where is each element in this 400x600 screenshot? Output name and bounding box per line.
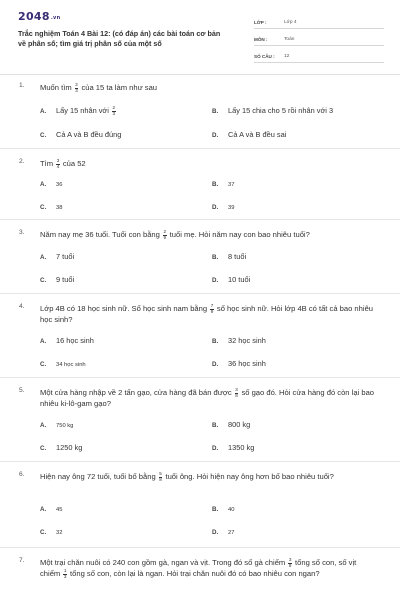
option-text — [228, 420, 250, 429]
option-key: A. — [40, 254, 47, 261]
fraction-numerator: 1 — [63, 568, 67, 573]
option-key: D. — [212, 204, 219, 211]
text-run: 9 tuổi — [56, 275, 75, 284]
text-run: Một trại chăn nuôi có 240 con gồm gà, ngan và vịt. Trong đó số gà chiếm — [40, 558, 288, 567]
text-run: của 52 — [60, 159, 86, 168]
question-divider — [0, 461, 400, 462]
option-key: C. — [40, 204, 47, 211]
answer-option-c[interactable] — [40, 527, 62, 536]
option-key: D. — [212, 277, 219, 284]
fraction-denominator: 8 — [288, 562, 292, 568]
header-divider — [0, 74, 400, 75]
text-run: tổng số con, số vịt chiếm — [40, 558, 357, 579]
fraction — [56, 159, 60, 169]
text-run: 36 — [56, 182, 63, 188]
document-header — [0, 0, 400, 66]
option-text — [56, 530, 62, 536]
text-run: 40 — [228, 507, 235, 513]
text-run: Cả A và B đều đúng — [56, 130, 122, 139]
fraction-numerator: 3 — [288, 556, 292, 562]
text-run: 1250 kg — [56, 443, 83, 452]
answer-option-c[interactable] — [40, 359, 86, 368]
answer-option-c[interactable] — [40, 275, 74, 284]
answer-option-d[interactable] — [212, 130, 286, 139]
text-run: tổng số con, còn lại là ngan. Hỏi trại chăn nuôi đó có bao nhiêu con ngan? — [67, 569, 320, 579]
fraction-denominator: 9 — [163, 234, 167, 240]
fraction — [75, 83, 79, 93]
text-run: Lấy 15 nhân với — [56, 106, 111, 116]
option-text — [56, 507, 62, 513]
option-key: A. — [40, 506, 47, 513]
answer-option-b[interactable] — [212, 106, 333, 115]
meta-label: MÔN : — [254, 37, 268, 42]
option-text — [228, 130, 286, 139]
question-number: 4. — [19, 303, 25, 310]
question-divider — [0, 293, 400, 294]
text-run: 39 — [228, 205, 235, 211]
answer-option-a[interactable] — [40, 504, 62, 513]
answer-option-d[interactable] — [212, 443, 254, 452]
option-text — [228, 359, 266, 368]
option-text — [228, 182, 234, 188]
question-text — [40, 82, 376, 93]
answer-option-b[interactable] — [212, 252, 246, 261]
question-text — [40, 303, 376, 325]
text-run: 750 kg — [56, 423, 74, 429]
meta-label: SỐ CÂU : — [254, 54, 275, 59]
text-run: Lớp 4B có 18 học sinh nữ. Số học sinh nam bằng — [40, 304, 210, 313]
fraction — [235, 388, 239, 398]
option-key: C. — [40, 445, 47, 452]
question-text — [40, 557, 376, 579]
text-run: Cả A và B đều sai — [228, 130, 287, 139]
option-text — [56, 362, 86, 368]
text-run: 27 — [228, 530, 235, 536]
option-key: B. — [212, 181, 219, 188]
option-key: C. — [40, 361, 47, 368]
text-run: Năm nay mẹ 36 tuổi. Tuổi con bằng — [40, 230, 162, 239]
fraction-numerator: 3 — [56, 157, 60, 163]
option-text — [56, 182, 62, 188]
fraction-denominator: 8 — [235, 392, 238, 398]
fraction — [159, 472, 163, 482]
answer-option-d[interactable] — [212, 527, 234, 536]
option-text — [228, 106, 333, 115]
text-run: Hiện nay ông 72 tuổi, tuổi bố bằng — [40, 472, 158, 481]
text-run: 16 học sinh — [56, 336, 94, 345]
meta-label: LỚP : — [254, 20, 267, 25]
fraction — [210, 304, 214, 314]
meta-value: Lớp 4 — [284, 20, 297, 25]
option-text — [56, 275, 74, 284]
fraction — [63, 569, 67, 579]
question-divider — [0, 148, 400, 149]
question-text — [40, 229, 376, 240]
fraction — [288, 558, 292, 568]
answer-option-b[interactable] — [212, 420, 250, 429]
answer-option-d[interactable] — [212, 202, 234, 211]
meta-row-subject — [254, 29, 384, 46]
document-title: Trắc nghiệm Toán 4 Bài 12: (có đáp án) các bài toán cơ bản về phân số; tìm giá trị phân số của một số — [18, 29, 221, 48]
text-run: Tìm — [40, 159, 56, 168]
text-run: 7 tuổi — [56, 252, 75, 261]
option-key: A. — [40, 108, 47, 116]
option-text — [228, 205, 234, 211]
fraction-denominator: 4 — [56, 163, 60, 169]
option-key: B. — [212, 254, 219, 261]
fraction-denominator: 3 — [112, 110, 116, 116]
option-text — [228, 443, 254, 452]
text-run: số gạo đó. Hỏi cửa hàng đó còn lại bao nhiêu ki-lô-gam gạo? — [40, 388, 375, 409]
fraction-numerator: 7 — [210, 302, 214, 308]
text-run: 34 học sinh — [56, 362, 86, 368]
option-key: C. — [40, 529, 47, 536]
answer-option-b[interactable] — [212, 179, 234, 188]
option-text — [228, 507, 234, 513]
text-run: số học sinh nữ. Hỏi lớp 4B có tất cả bao nhiêu học sinh? — [40, 304, 374, 325]
option-key: B. — [212, 338, 219, 345]
text-run: 37 — [228, 182, 235, 188]
fraction — [112, 106, 116, 116]
question-text — [40, 471, 376, 482]
answer-option-a[interactable] — [40, 106, 117, 116]
text-run: Lấy 15 chia cho 5 rồi nhân với 3 — [228, 106, 334, 115]
option-key: D. — [212, 529, 219, 536]
text-run: 8 tuổi — [228, 252, 247, 261]
option-key: C. — [40, 277, 47, 284]
option-text — [56, 106, 117, 115]
text-run: 38 — [56, 205, 63, 211]
text-run: 1350 kg — [228, 443, 255, 452]
fraction — [163, 230, 167, 240]
option-text — [56, 423, 73, 429]
option-key: C. — [40, 132, 47, 139]
meta-row-class — [254, 12, 384, 29]
option-text — [56, 130, 121, 139]
option-key: B. — [212, 422, 219, 429]
fraction-numerator: 5 — [159, 470, 162, 476]
option-key: B. — [212, 108, 219, 115]
meta-row-count — [254, 46, 384, 63]
text-run: tuổi ông. Hỏi hiện nay ông hơn bố bao nhiêu tuổi? — [163, 472, 334, 481]
document-meta — [254, 12, 384, 63]
answer-option-c[interactable] — [40, 443, 82, 452]
option-key: A. — [40, 422, 47, 429]
text-run: 45 — [56, 507, 63, 513]
question-divider — [0, 377, 400, 378]
fraction-numerator: 3 — [235, 386, 238, 392]
text-run: 36 học sinh — [228, 359, 266, 368]
option-key: A. — [40, 181, 47, 188]
answer-option-a[interactable] — [40, 252, 74, 261]
question-number: 5. — [19, 387, 25, 394]
option-text — [228, 530, 234, 536]
question-number: 3. — [19, 229, 25, 236]
question-number: 1. — [19, 82, 25, 89]
text-run: 10 tuổi — [228, 275, 251, 284]
option-text — [56, 336, 94, 345]
question-text — [40, 158, 376, 169]
option-text — [228, 336, 266, 345]
meta-value: 12 — [284, 54, 290, 59]
answer-option-a[interactable] — [40, 179, 62, 188]
option-text — [228, 252, 246, 261]
question-number: 2. — [19, 158, 25, 165]
text-run: 800 kg — [228, 420, 251, 429]
answer-option-b[interactable] — [212, 504, 234, 513]
question-number: 7. — [19, 557, 25, 564]
fraction-denominator: 3 — [63, 573, 67, 579]
text-run: Muốn tìm — [40, 83, 74, 92]
answer-option-b[interactable] — [212, 336, 266, 345]
text-run: 32 — [56, 530, 63, 536]
fraction-denominator: 3 — [75, 87, 78, 93]
question-number: 6. — [19, 471, 25, 478]
question-divider — [0, 547, 400, 548]
answer-option-c[interactable] — [40, 130, 121, 139]
fraction-numerator: 2 — [75, 81, 78, 87]
option-text — [56, 252, 74, 261]
option-key: A. — [40, 338, 47, 345]
site-logo[interactable]: 2048.vn — [18, 10, 61, 23]
question-divider — [0, 219, 400, 220]
option-key: D. — [212, 132, 219, 139]
meta-value: Toán — [284, 37, 295, 42]
option-key: D. — [212, 361, 219, 368]
answer-option-c[interactable] — [40, 202, 62, 211]
text-run: 32 học sinh — [228, 336, 266, 345]
answer-option-a[interactable] — [40, 336, 94, 345]
option-text — [56, 205, 62, 211]
text-run: tuổi mẹ. Hỏi năm nay con bao nhiêu tuổi? — [167, 230, 310, 239]
fraction-denominator: 9 — [210, 308, 214, 314]
answer-option-a[interactable] — [40, 420, 73, 429]
option-text — [56, 443, 82, 452]
text-run: của 15 ta làm như sau — [79, 83, 158, 92]
answer-option-d[interactable] — [212, 275, 250, 284]
option-text — [228, 275, 250, 284]
text-run: Một cửa hàng nhập về 2 tấn gạo, cửa hàng đã bán được — [40, 388, 234, 397]
question-text — [40, 387, 376, 409]
fraction-numerator: 2 — [163, 228, 167, 234]
answer-option-d[interactable] — [212, 359, 266, 368]
fraction-denominator: 8 — [159, 476, 162, 482]
option-key: B. — [212, 506, 219, 513]
fraction-numerator: 2 — [112, 105, 116, 110]
option-key: D. — [212, 445, 219, 452]
